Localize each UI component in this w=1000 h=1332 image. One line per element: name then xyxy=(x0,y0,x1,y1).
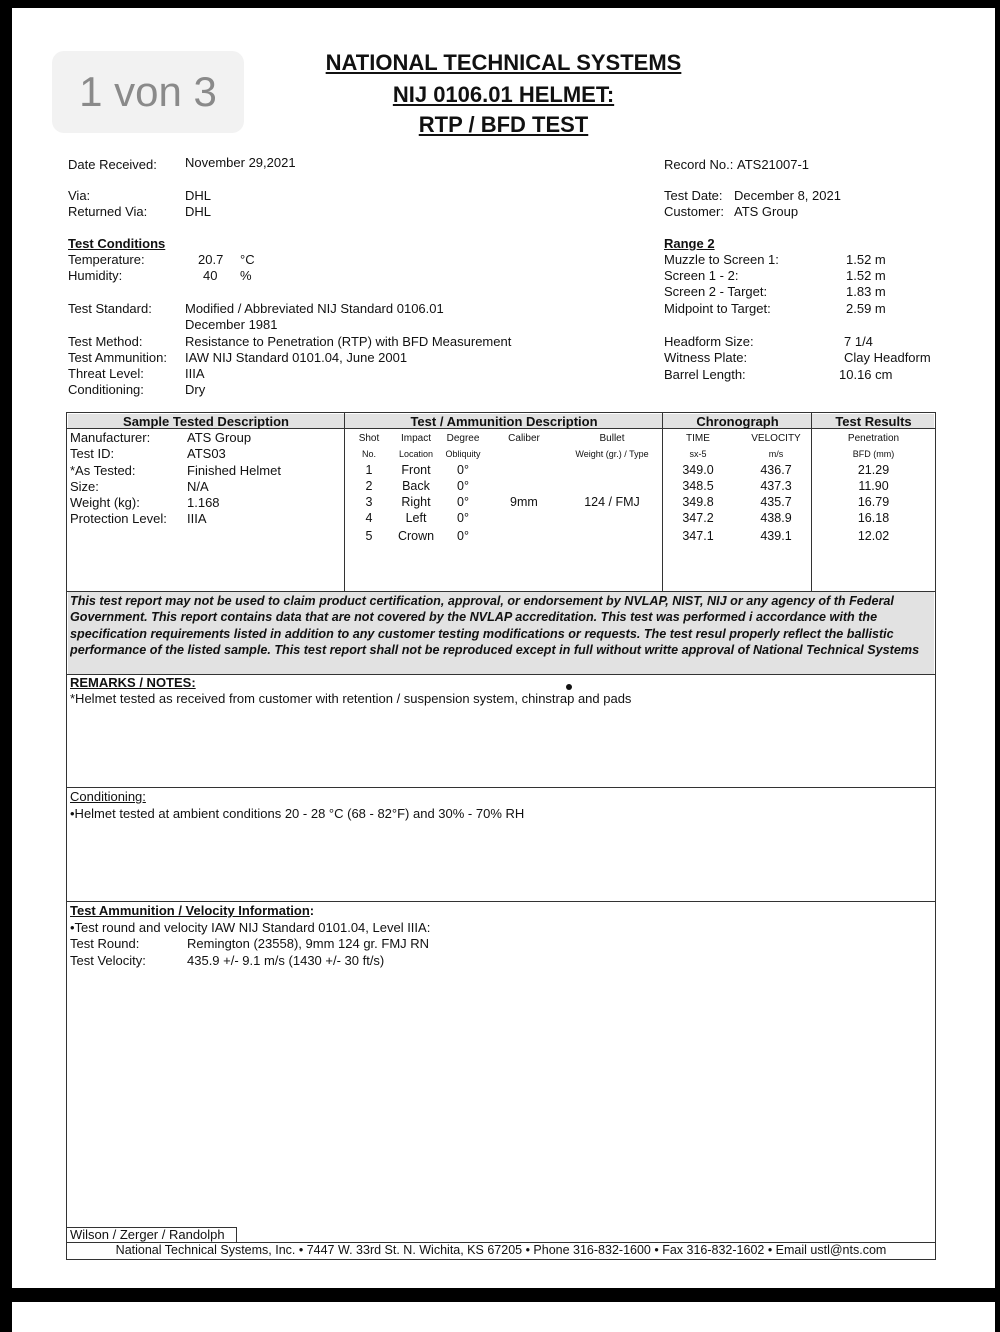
table-row xyxy=(12,479,995,495)
report-subtitle: NIJ 0106.01 HELMET: xyxy=(392,82,615,107)
customer-value: ATS Group xyxy=(734,204,799,219)
shot-time: 347.1 xyxy=(682,529,714,543)
shot-velocity: 439.1 xyxy=(760,529,792,543)
humidity-unit: % xyxy=(240,268,252,283)
sample-label: *As Tested: xyxy=(70,462,136,478)
report-title: NATIONAL TECHNICAL SYSTEMS xyxy=(325,50,682,75)
col-time-sub: sx-5 xyxy=(689,449,707,459)
sample-value: N/A xyxy=(187,478,209,494)
shot-bfd: 21.29 xyxy=(857,463,890,477)
shot-velocity: 436.7 xyxy=(760,463,792,477)
col-bullet-sub: Weight (gr.) / Type xyxy=(575,449,649,459)
test-velocity-label: Test Velocity: xyxy=(70,953,146,968)
temperature-value: 20.7 xyxy=(198,252,224,267)
test-standard-value: Modified / Abbreviated NIJ Standard 0106.01 xyxy=(185,301,444,316)
shot-no: 4 xyxy=(365,511,373,525)
sample-value: ATS Group xyxy=(187,430,252,445)
screen2-target-label: Screen 2 - Target: xyxy=(664,284,768,299)
test-standard-label: Test Standard: xyxy=(68,301,152,316)
conditioning-section-text: •Helmet tested at ambient conditions 20 - 28 °C (68 - 82°F) and 30% - 70% RH xyxy=(70,806,525,821)
temperature-label: Temperature: xyxy=(68,252,145,267)
sample-description-heading: Sample Tested Description xyxy=(123,414,289,429)
test-results-heading: Test Results xyxy=(835,414,912,429)
shot-no: 2 xyxy=(365,479,373,493)
midpoint-value: 2.59 m xyxy=(846,301,886,316)
shot-time: 347.2 xyxy=(682,511,714,525)
screen2-target-value: 1.83 m xyxy=(846,284,886,299)
sample-label: Test ID: xyxy=(70,446,115,462)
next-page-edge xyxy=(12,1302,995,1332)
shot-obliquity: 0° xyxy=(457,529,469,543)
humidity-value: 40 xyxy=(203,268,218,283)
sample-value: Finished Helmet xyxy=(187,462,281,478)
col-bfd-sub: BFD (mm) xyxy=(852,449,895,459)
witness-plate-value: Clay Headform xyxy=(844,350,931,365)
date-received-value: November 29,2021 xyxy=(185,155,296,170)
shot-obliquity: 0° xyxy=(457,463,469,477)
shot-no: 3 xyxy=(365,495,373,509)
threat-level-value: IIIA xyxy=(185,366,205,381)
conditioning-section-heading: Conditioning: xyxy=(70,789,146,804)
shot-location: Right xyxy=(401,495,431,509)
report-page xyxy=(12,8,995,1288)
shot-location: Back xyxy=(402,479,430,493)
ammo-section-line: •Test round and velocity IAW NIJ Standard 0101.04, Level IIIA: xyxy=(70,920,431,935)
threat-level-label: Threat Level: xyxy=(68,366,144,381)
test-ammunition-label: Test Ammunition: xyxy=(68,350,167,365)
shot-time: 348.5 xyxy=(682,479,714,493)
sample-label: Manufacturer: xyxy=(70,430,151,445)
shot-obliquity: 0° xyxy=(457,511,469,525)
test-date-label: Test Date: xyxy=(664,188,723,203)
screen12-value: 1.52 m xyxy=(846,268,886,283)
ammo-section-heading: Test Ammunition / Velocity Information xyxy=(70,903,310,918)
col-impact-sub: Location xyxy=(398,449,434,459)
shot-location: Front xyxy=(401,463,431,477)
test-round-value: Remington (23558), 9mm 124 gr. FMJ RN xyxy=(187,936,430,951)
chronograph-heading: Chronograph xyxy=(696,414,779,429)
ammo-section-heading-colon: : xyxy=(309,903,315,918)
col-shot-sub: No. xyxy=(361,449,376,459)
sample-label: Size: xyxy=(70,478,99,494)
shot-velocity: 435.7 xyxy=(760,495,792,509)
shot-no: 1 xyxy=(365,463,373,477)
caliber-value: 9mm xyxy=(510,495,538,509)
conditioning-value: Dry xyxy=(185,382,206,397)
table-row xyxy=(12,495,995,511)
headform-label: Headform Size: xyxy=(664,334,754,349)
col-impact-head: Impact xyxy=(400,433,431,444)
muzzle-label: Muzzle to Screen 1: xyxy=(664,252,779,267)
customer-label: Customer: xyxy=(664,204,724,219)
returned-via-value: DHL xyxy=(185,204,212,219)
col-bullet-head: Bullet xyxy=(599,433,625,444)
remarks-text: *Helmet tested as received from customer with retention / suspension system, chinstrap and pads xyxy=(70,691,632,706)
table-rule xyxy=(66,787,936,788)
shot-location: Left xyxy=(405,511,427,525)
footer-address: National Technical Systems, Inc. • 7447 W. 33rd St. N. Wichita, KS 67205 • Phone 316-832-1600 • Fax 316-832-1602 • Email ustl@nts.com xyxy=(115,1243,887,1257)
table-rule xyxy=(66,901,936,902)
test-round-label: Test Round: xyxy=(70,936,140,951)
col-velocity-head: VELOCITY xyxy=(751,433,801,444)
col-caliber-head: Caliber xyxy=(508,433,540,444)
witness-plate-label: Witness Plate: xyxy=(664,350,748,365)
test-date-value: December 8, 2021 xyxy=(734,188,841,203)
ammo-description-heading: Test / Ammunition Description xyxy=(410,414,598,429)
table-row xyxy=(12,463,995,479)
sample-value: 1.168 xyxy=(187,495,220,511)
shot-no: 5 xyxy=(365,529,373,543)
sample-label: Protection Level: xyxy=(70,511,167,527)
col-penetration-head: Penetration xyxy=(847,433,900,444)
test-conditions-heading: Test Conditions xyxy=(68,236,166,251)
table-row xyxy=(12,511,995,527)
via-value: DHL xyxy=(185,188,212,203)
sample-value: IIIA xyxy=(187,511,207,527)
page-counter: 1 von 3 xyxy=(52,51,244,133)
test-method-value: Resistance to Penetration (RTP) with BFD Measurement xyxy=(185,334,512,349)
shot-obliquity: 0° xyxy=(457,479,469,493)
screen12-label: Screen 1 - 2: xyxy=(664,268,739,283)
record-no-label: Record No.: xyxy=(664,157,734,172)
range-heading: Range 2 xyxy=(664,236,715,251)
col-degree-head: Degree xyxy=(446,433,480,444)
col-time-head: TIME xyxy=(686,433,710,444)
returned-via-label: Returned Via: xyxy=(68,204,148,219)
col-degree-sub: Obliquity xyxy=(445,449,481,459)
date-received-label: Date Received: xyxy=(68,157,157,172)
shot-velocity: 437.3 xyxy=(760,479,792,493)
test-velocity-value: 435.9 +/- 9.1 m/s (1430 +/- 30 ft/s) xyxy=(187,953,385,968)
bullet-value: 124 / FMJ xyxy=(584,495,640,509)
conditioning-label: Conditioning: xyxy=(68,382,144,397)
shot-bfd: 16.79 xyxy=(857,495,890,509)
table-row xyxy=(12,529,995,545)
shot-bfd: 16.18 xyxy=(857,511,890,525)
humidity-label: Humidity: xyxy=(68,268,123,283)
sample-label: Weight (kg): xyxy=(70,495,140,511)
signers: Wilson / Zerger / Randolph xyxy=(70,1227,225,1242)
table-rule xyxy=(66,591,936,592)
col-shot-head: Shot xyxy=(358,433,380,444)
remarks-heading: REMARKS / NOTES: xyxy=(70,675,196,690)
temperature-unit: °C xyxy=(240,252,255,267)
barrel-length-value: 10.16 cm xyxy=(839,367,893,382)
record-no-value: ATS21007-1 xyxy=(737,157,810,172)
test-method-label: Test Method: xyxy=(68,334,143,349)
shot-bfd: 11.90 xyxy=(858,479,889,493)
midpoint-label: Midpoint to Target: xyxy=(664,301,771,316)
muzzle-value: 1.52 m xyxy=(846,252,886,267)
signers-rule xyxy=(236,1227,237,1242)
test-ammunition-value: IAW NIJ Standard 0101.04, June 2001 xyxy=(185,350,408,365)
shot-time: 349.8 xyxy=(682,495,714,509)
barrel-length-label: Barrel Length: xyxy=(664,367,746,382)
sample-value: ATS03 xyxy=(187,446,226,462)
headform-value: 7 1/4 xyxy=(844,334,873,349)
ammo-section-heading-wrap xyxy=(70,903,314,918)
shot-velocity: 438.9 xyxy=(760,511,792,525)
shot-location: Crown xyxy=(397,529,435,543)
shot-bfd: 12.02 xyxy=(857,529,890,543)
test-standard-date: December 1981 xyxy=(185,317,278,332)
bullet-dot xyxy=(566,684,572,690)
disclaimer-text: This test report may not be used to claim product certification, approval, or endorsement by NVLAP, NIST, NIJ or any agency of th Federal Government. This report contains data that are not covered by the NVLAP accreditation. This test was performed i accordance with the specification requirements listed in addition to any customer testing modifications or requests. The test resul properly reflect the ballistic performance of the listed sample. This test report shall not be reproduced except in full without writte approval of National Technical Systems xyxy=(70,594,920,657)
report-test-type: RTP / BFD TEST xyxy=(418,112,589,137)
col-velocity-sub: m/s xyxy=(768,449,784,459)
shot-time: 349.0 xyxy=(682,463,714,477)
via-label: Via: xyxy=(68,188,91,203)
shot-obliquity: 0° xyxy=(457,495,469,509)
